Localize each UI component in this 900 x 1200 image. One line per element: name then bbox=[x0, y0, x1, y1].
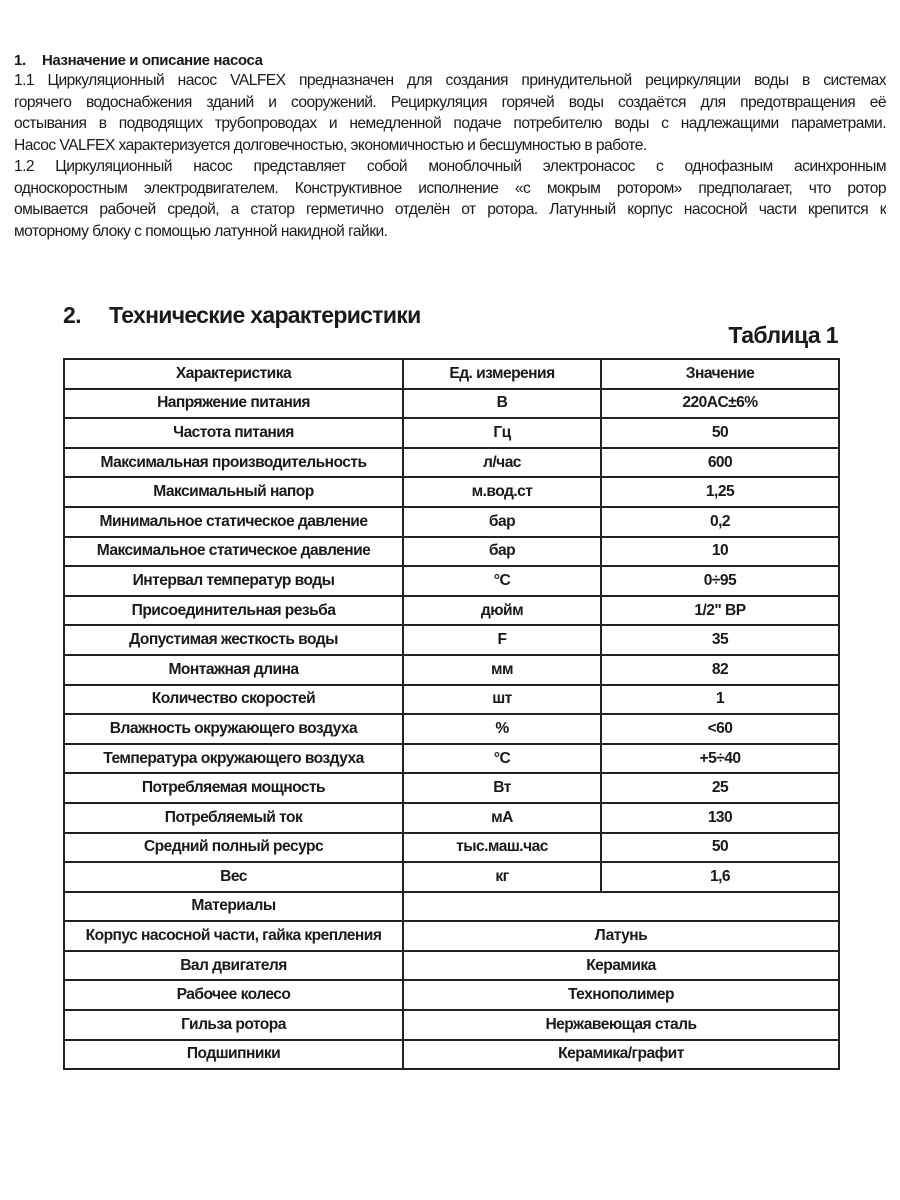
material-value: Латунь bbox=[403, 921, 839, 951]
cell-value: 1 bbox=[601, 685, 839, 715]
cell-value: 1,6 bbox=[601, 862, 839, 892]
table-row bbox=[64, 862, 839, 892]
table-row bbox=[64, 744, 839, 774]
cell-characteristic: Максимальный напор bbox=[64, 477, 403, 507]
cell-unit: В bbox=[403, 389, 601, 419]
cell-unit: бар bbox=[403, 537, 601, 567]
table-row bbox=[64, 833, 839, 863]
header-value: Значение bbox=[601, 359, 839, 389]
table-row bbox=[64, 389, 839, 419]
cell-characteristic: Присоединительная резьба bbox=[64, 596, 403, 626]
cell-value: 600 bbox=[601, 448, 839, 478]
cell-characteristic: Температура окружающего воздуха bbox=[64, 744, 403, 774]
material-part: Корпус насосной части, гайка крепления bbox=[64, 921, 403, 951]
cell-characteristic: Минимальное статическое давление bbox=[64, 507, 403, 537]
table-row bbox=[64, 566, 839, 596]
cell-unit: кг bbox=[403, 862, 601, 892]
paragraph-line: остывания в подводящих трубопроводах и немедленной подаче потребителю воды с надлежащими параметрами. bbox=[14, 115, 886, 132]
cell-value: 10 bbox=[601, 537, 839, 567]
cell-value: 1,25 bbox=[601, 477, 839, 507]
cell-characteristic: Частота питания bbox=[64, 418, 403, 448]
materials-row bbox=[64, 1010, 839, 1040]
material-value: Нержавеющая сталь bbox=[403, 1010, 839, 1040]
cell-unit: шт bbox=[403, 685, 601, 715]
cell-value: 50 bbox=[601, 418, 839, 448]
cell-characteristic: Потребляемая мощность bbox=[64, 773, 403, 803]
cell-value: 130 bbox=[601, 803, 839, 833]
cell-unit: мА bbox=[403, 803, 601, 833]
cell-unit: тыс.маш.час bbox=[403, 833, 601, 863]
cell-unit: F bbox=[403, 625, 601, 655]
cell-value: 82 bbox=[601, 655, 839, 685]
section-2-number: 2. bbox=[63, 302, 81, 328]
material-value: Технополимер bbox=[403, 980, 839, 1010]
cell-characteristic: Максимальная производительность bbox=[64, 448, 403, 478]
cell-unit: Вт bbox=[403, 773, 601, 803]
header-unit: Ед. измерения bbox=[403, 359, 601, 389]
cell-characteristic: Интервал температур воды bbox=[64, 566, 403, 596]
materials-row bbox=[64, 921, 839, 951]
paragraph-1-2 bbox=[14, 156, 886, 242]
paragraph-line: односкоростным электродвигателем. Конструктивное исполнение «с мокрым ротором» предполагает, что ротор bbox=[14, 179, 886, 197]
cell-unit: дюйм bbox=[403, 596, 601, 626]
cell-characteristic: Напряжение питания bbox=[64, 389, 403, 419]
cell-value: 0÷95 bbox=[601, 566, 839, 596]
cell-characteristic: Допустимая жесткость воды bbox=[64, 625, 403, 655]
materials-label: Материалы bbox=[64, 892, 403, 922]
table-row bbox=[64, 418, 839, 448]
table-row bbox=[64, 803, 839, 833]
paragraph-line: моторному блоку с помощью латунной накидной гайки. bbox=[14, 222, 388, 240]
cell-unit: л/час bbox=[403, 448, 601, 478]
material-part: Рабочее колесо bbox=[64, 980, 403, 1010]
section-2-heading bbox=[63, 302, 421, 329]
cell-characteristic: Количество скоростей bbox=[64, 685, 403, 715]
cell-value: 25 bbox=[601, 773, 839, 803]
material-part: Подшипники bbox=[64, 1040, 403, 1070]
header-characteristic: Характеристика bbox=[64, 359, 403, 389]
paragraph-line: горячего водоснабжения зданий и сооружений. Рециркуляция горячей воды создаётся для предотвращения её bbox=[14, 93, 886, 111]
material-value: Керамика/графит bbox=[403, 1040, 839, 1070]
cell-value: <60 bbox=[601, 714, 839, 744]
cell-unit: бар bbox=[403, 507, 601, 537]
paragraph-line: 1.2 Циркуляционный насос представляет собой моноблочный электронасос с однофазным асинхронным bbox=[14, 158, 886, 175]
cell-unit: °С bbox=[403, 744, 601, 774]
paragraph-line: 1.1 Циркуляционный насос VALFEX предназначен для создания принудительной рециркуляции воды в системах bbox=[14, 72, 886, 89]
material-value: Керамика bbox=[403, 951, 839, 981]
cell-characteristic: Вес bbox=[64, 862, 403, 892]
cell-unit: м.вод.ст bbox=[403, 477, 601, 507]
paragraph-line: Насос VALFEX характеризуется долговечностью, экономичностью и бесшумностью в работе. bbox=[14, 136, 647, 154]
table-row bbox=[64, 685, 839, 715]
cell-characteristic: Влажность окружающего воздуха bbox=[64, 714, 403, 744]
section-1-number: 1. bbox=[14, 52, 26, 69]
cell-unit: °С bbox=[403, 566, 601, 596]
table-row bbox=[64, 655, 839, 685]
cell-characteristic: Максимальное статическое давление bbox=[64, 537, 403, 567]
cell-unit: Гц bbox=[403, 418, 601, 448]
materials-row bbox=[64, 1040, 839, 1070]
cell-unit: мм bbox=[403, 655, 601, 685]
section-2-title: Технические характеристики bbox=[109, 302, 421, 328]
materials-row bbox=[64, 980, 839, 1010]
table-row bbox=[64, 596, 839, 626]
paragraph-1-1 bbox=[14, 70, 886, 156]
table-row bbox=[64, 448, 839, 478]
paragraph-line: омывается рабочей средой, а статор герметично отделён от ротора. Латунный корпус насосной части крепится к bbox=[14, 201, 886, 218]
cell-value: 35 bbox=[601, 625, 839, 655]
cell-value: 1/2" ВР bbox=[601, 596, 839, 626]
section-1-heading bbox=[14, 52, 263, 69]
cell-value: 220AC±6% bbox=[601, 389, 839, 419]
cell-unit: % bbox=[403, 714, 601, 744]
cell-value: +5÷40 bbox=[601, 744, 839, 774]
materials-empty-cell bbox=[403, 892, 839, 922]
cell-value: 50 bbox=[601, 833, 839, 863]
cell-characteristic: Средний полный ресурс bbox=[64, 833, 403, 863]
table-row bbox=[64, 714, 839, 744]
material-part: Вал двигателя bbox=[64, 951, 403, 981]
cell-value: 0,2 bbox=[601, 507, 839, 537]
table-row bbox=[64, 477, 839, 507]
table-header-row bbox=[64, 359, 839, 389]
cell-characteristic: Потребляемый ток bbox=[64, 803, 403, 833]
section-1-title: Назначение и описание насоса bbox=[42, 52, 263, 69]
cell-characteristic: Монтажная длина bbox=[64, 655, 403, 685]
materials-header-row bbox=[64, 892, 839, 922]
table-row bbox=[64, 537, 839, 567]
table-row bbox=[64, 773, 839, 803]
table-row bbox=[64, 507, 839, 537]
table-row bbox=[64, 625, 839, 655]
material-part: Гильза ротора bbox=[64, 1010, 403, 1040]
materials-row bbox=[64, 951, 839, 981]
table-caption: Таблица 1 bbox=[728, 322, 838, 348]
specs-table bbox=[63, 358, 840, 1070]
